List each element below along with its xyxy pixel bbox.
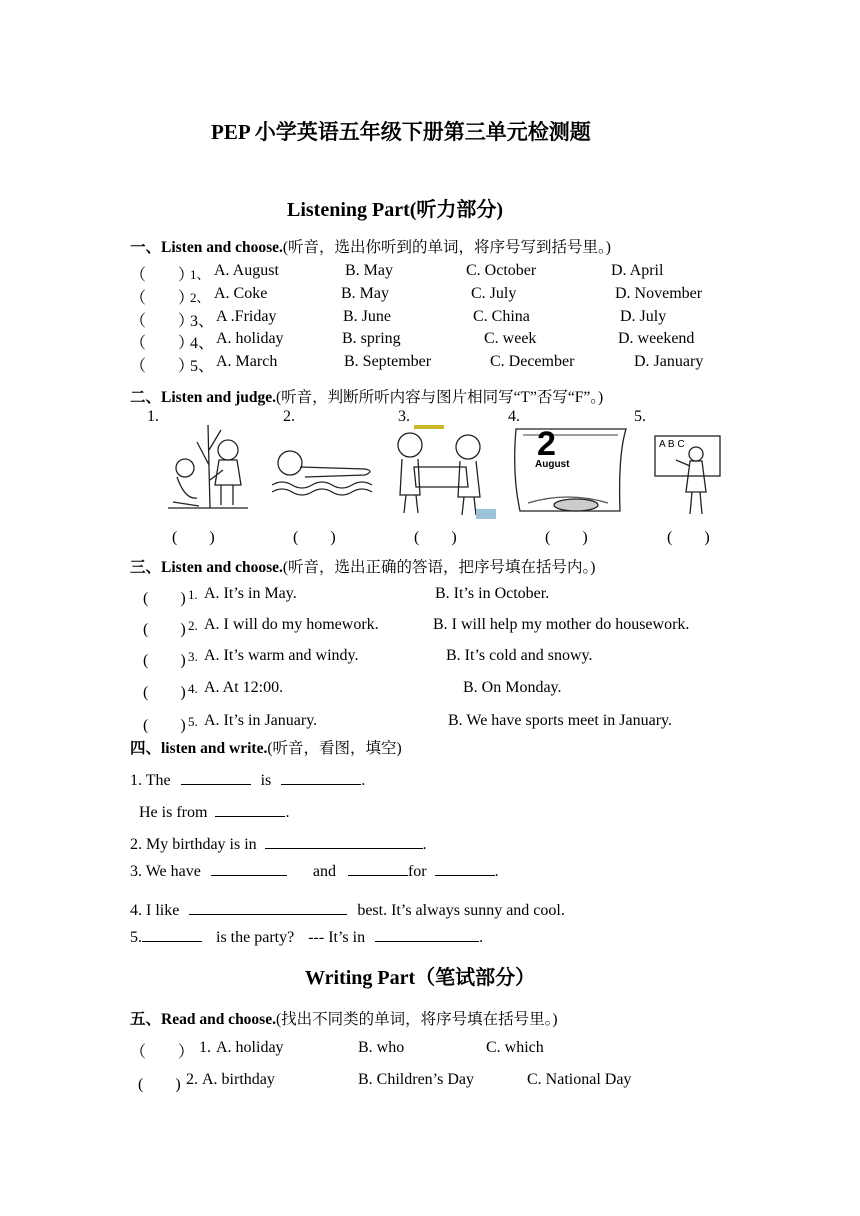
option-b: B. It’s cold and snowy. xyxy=(446,647,593,664)
tree-planting-picture xyxy=(163,420,253,515)
item-number: 1、 xyxy=(190,267,210,282)
fill-line-6: 5. is the party? --- It’s in . xyxy=(130,925,483,947)
option-b: B. Children’s Day xyxy=(358,1071,474,1088)
option-c: C. July xyxy=(471,285,517,302)
answer-paren[interactable]: ( ) xyxy=(143,684,186,701)
option-a: A. It’s in January. xyxy=(204,712,318,729)
answer-paren[interactable]: （ ） xyxy=(130,1044,195,1061)
option-c: C. which xyxy=(486,1039,544,1056)
answer-paren[interactable]: ( ) xyxy=(143,621,186,638)
option-b: B. We have sports meet in January. xyxy=(448,712,672,729)
option-d: D. April xyxy=(611,262,664,279)
calendar-picture xyxy=(508,425,633,515)
fill-line-4: 3. We have and for . xyxy=(130,859,499,881)
option-d: D. November xyxy=(615,285,703,302)
option-a: A .Friday xyxy=(216,308,277,325)
answer-paren[interactable]: ( ) xyxy=(143,717,186,734)
answer-paren[interactable]: ( ) xyxy=(293,529,336,546)
calendar-number: 2 xyxy=(537,425,556,463)
swimming-picture xyxy=(270,445,380,500)
item-number: 2、 xyxy=(190,290,210,305)
option-a: A. At 12:00. xyxy=(204,679,284,696)
item-number: 1. xyxy=(188,587,198,602)
option-b: B. On Monday. xyxy=(463,679,562,696)
section3-heading: 三、Listen and choose.(听音，选出正确的答语，把序号填在括号内。) xyxy=(130,559,596,576)
answer-paren[interactable]: ( ) xyxy=(172,529,215,546)
item-number: 4、 xyxy=(190,335,215,352)
answer-blank[interactable] xyxy=(211,859,287,876)
option-b: B. September xyxy=(344,353,432,370)
answer-blank[interactable] xyxy=(265,832,423,849)
option-a: A. It’s in May. xyxy=(204,585,297,602)
answer-paren[interactable]: （ ） xyxy=(130,267,195,284)
answer-paren[interactable]: （ ） xyxy=(130,358,195,375)
answer-paren[interactable]: ( ) xyxy=(414,529,457,546)
option-d: D. weekend xyxy=(618,330,695,347)
picture-number: 3. xyxy=(398,408,410,425)
fill-line-1: 1. The is . xyxy=(130,768,365,790)
board-text: A B C xyxy=(659,439,685,450)
watermark-logo xyxy=(476,509,496,519)
option-c: C. National Day xyxy=(527,1071,632,1088)
answer-blank[interactable] xyxy=(215,800,285,817)
answer-paren[interactable]: ( ) xyxy=(138,1076,181,1093)
option-a: A. August xyxy=(214,262,279,279)
picture-number: 2. xyxy=(283,408,295,425)
picture-number: 5. xyxy=(634,408,646,425)
option-d: D. July xyxy=(620,308,667,325)
option-c: C. October xyxy=(466,262,537,279)
item-number: 5、 xyxy=(190,358,215,375)
option-b: B. I will help my mother do housework. xyxy=(433,616,690,633)
answer-blank[interactable] xyxy=(142,925,202,942)
option-c: C. December xyxy=(490,353,575,370)
page-title: PEP 小学英语五年级下册第三单元检测题 xyxy=(211,120,591,144)
item-number: 4. xyxy=(188,681,198,696)
item-number: 3. xyxy=(188,649,198,664)
option-c: C. week xyxy=(484,330,537,347)
item-number: 2. xyxy=(188,618,198,633)
watermark-logo xyxy=(414,425,444,429)
listening-part-title: Listening Part(听力部分) xyxy=(287,199,504,221)
answer-paren[interactable]: ( ) xyxy=(545,529,588,546)
answer-blank[interactable] xyxy=(189,898,347,915)
item-number: 2. xyxy=(186,1071,198,1088)
picture-number: 1. xyxy=(147,408,159,425)
fill-line-3: 2. My birthday is in . xyxy=(130,832,427,854)
option-a: A. I will do my homework. xyxy=(204,616,379,633)
option-a: A. holiday xyxy=(216,1039,284,1056)
option-a: A. It’s warm and windy. xyxy=(204,647,359,664)
calendar-month: August xyxy=(535,459,570,470)
option-b: B. May xyxy=(341,285,389,302)
answer-paren[interactable]: （ ） xyxy=(130,313,195,330)
option-b: B. who xyxy=(358,1039,405,1056)
option-c: C. China xyxy=(473,308,530,325)
picture-number: 4. xyxy=(508,408,520,425)
answer-paren[interactable]: ( ) xyxy=(143,652,186,669)
item-number: 3、 xyxy=(190,313,215,330)
answer-blank[interactable] xyxy=(375,925,479,942)
section2-heading: 二、Listen and judge.(听音，判断所听内容与图片相同写“T”否写“F”。) xyxy=(130,389,604,406)
option-b: B. June xyxy=(343,308,391,325)
answer-paren[interactable]: （ ） xyxy=(130,290,195,307)
answer-paren[interactable]: （ ） xyxy=(130,335,195,352)
item-number: 5. xyxy=(188,714,198,729)
answer-blank[interactable] xyxy=(281,768,361,785)
option-b: B. spring xyxy=(342,330,401,347)
fill-line-5: 4. I like best. It’s always sunny and cool. xyxy=(130,898,565,920)
fill-line-2: He is from . xyxy=(139,800,289,822)
option-a: A. birthday xyxy=(202,1071,275,1088)
writing-part-title: Writing Part（笔试部分） xyxy=(305,967,536,989)
children-day-picture xyxy=(388,425,498,520)
option-d: D. January xyxy=(634,353,704,370)
section1-heading: 一、Listen and choose.(听音，选出你听到的单词，将序号写到括号里。) xyxy=(130,239,611,256)
option-b: B. May xyxy=(345,262,393,279)
option-a: A. holiday xyxy=(216,330,284,347)
answer-blank[interactable] xyxy=(435,859,495,876)
answer-blank[interactable] xyxy=(181,768,251,785)
answer-paren[interactable]: ( ) xyxy=(667,529,710,546)
answer-blank[interactable] xyxy=(348,859,408,876)
option-a: A. March xyxy=(216,353,278,370)
option-b: B. It’s in October. xyxy=(435,585,550,602)
section5-heading: 五、Read and choose.(找出不同类的单词，将序号填在括号里。) xyxy=(130,1011,558,1028)
item-number: 1. xyxy=(199,1039,211,1056)
option-a: A. Coke xyxy=(214,285,268,302)
section4-heading: 四、listen and write.(听音，看图，填空) xyxy=(130,740,402,757)
answer-paren[interactable]: ( ) xyxy=(143,590,186,607)
